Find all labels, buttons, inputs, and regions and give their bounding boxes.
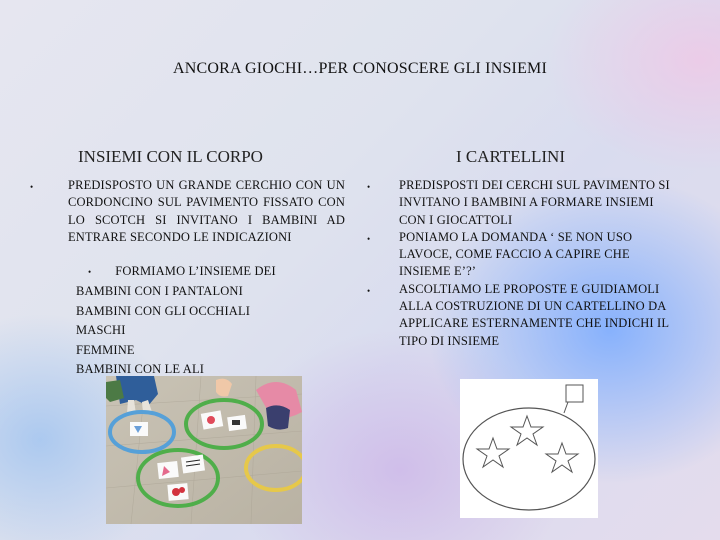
set-line: BAMBINI CON GLI OCCHIALI [76,303,251,318]
set-line: MASCHI [76,323,126,338]
right-bullet-item [367,177,675,229]
set-line: BAMBINI CON LE ALI [76,362,205,377]
bullet-marker: • [367,182,371,192]
left-column-body [30,177,345,246]
right-bullet-text: PONIAMO LA DOMANDA ‘ SE NON USO LAVOCE, COME FACCIO A CAPIRE CHE INSIEME E’?’ [399,229,633,279]
bullet-marker: • [367,285,371,296]
left-column-heading: INSIEMI CON IL CORPO [78,147,263,166]
bullet-marker: • [30,182,34,192]
right-bullet-item [367,229,675,281]
sub-bullet-text: FORMIAMO L’INSIEME DEI [115,264,276,278]
set-line: BAMBINI CON I PANTALONI [76,284,243,298]
right-bullet-text: PREDISPOSTI DEI CERCHI SUL PAVIMENTO SI INVITANO I BAMBINI A FORMARE INSIEMI CON I GIOCATTOLI [399,178,670,227]
right-bullet-text: ASCOLTIAMO LE PROPOSTE E GUIDIAMOLI ALLA COSTRUZIONE DI UN CARTELLINO DA APPLICARE ESTERNAMENTE CHE INDICHI IL TIPO DI INSIEME [399,281,669,348]
set-diagram [460,379,598,518]
left-bullet-item [30,177,345,246]
left-bullet-text: PREDISPOSTO UN GRANDE CERCHIO CON UN CORDONCINO SUL PAVIMENTO FISSATO CON LO SCOTCH SI INVITANO I BAMBINI AD ENTRARE SECONDO LE INDICAZIONI [68,178,345,244]
bullet-marker: • [367,233,371,244]
left-sub-bullet [88,263,276,281]
left-set-list [76,283,250,381]
right-column-body [367,177,675,350]
right-bullet-item [367,281,675,350]
right-column-heading: I CARTELLINI [456,147,565,166]
set-line: FEMMINE [76,342,135,357]
slide-title: ANCORA GIOCHI…PER CONOSCERE GLI INSIEMI [172,60,548,77]
bullet-marker: • [88,267,92,277]
classroom-floor-photo [106,376,302,524]
